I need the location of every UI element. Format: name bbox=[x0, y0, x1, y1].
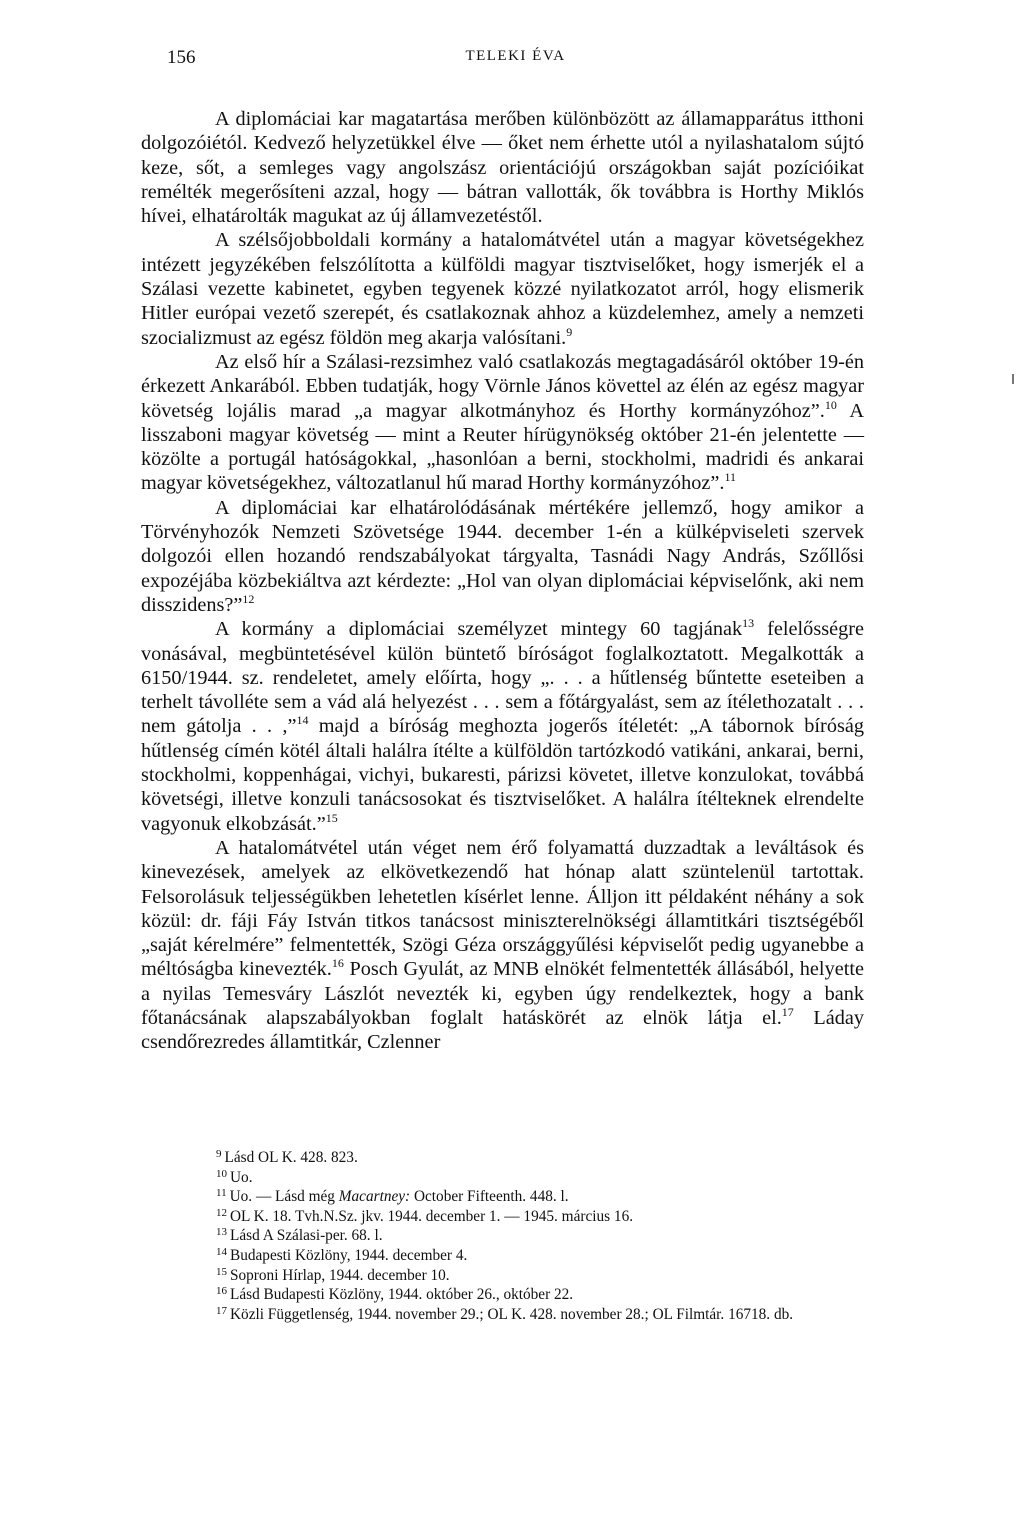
footnote-ref: 16 bbox=[331, 956, 344, 971]
footnote-ref: 14 bbox=[296, 713, 309, 728]
footnote-text: Lásd OL K. 428. 823. bbox=[224, 1149, 358, 1166]
footnote-number: 14 bbox=[216, 1245, 227, 1258]
footnote-text: Közli Függetlenség, 1944. november 29.; OL K. 428. november 28.; OL Filmtár. 16718. db. bbox=[230, 1305, 794, 1323]
footnote-text: Soproni Hírlap, 1944. december 10. bbox=[230, 1266, 450, 1284]
paragraph-text: A lisszaboni magyar követség — mint a Reuter hírügynökség október 21-én jelentette — közölte a portugál hatóságokkal, „hasonlóan a berni, stockholmi, madridi és ankarai magyar követségekhez, változatlanul hű marad Horthy kormányzóhoz”. bbox=[141, 399, 864, 495]
footnote-ref: 11 bbox=[724, 470, 736, 485]
paragraph bbox=[141, 617, 864, 836]
footnote-ref: 17 bbox=[781, 1004, 794, 1019]
footnotes bbox=[159, 1148, 864, 1324]
footnote bbox=[159, 1305, 864, 1325]
paragraph bbox=[141, 350, 864, 496]
paragraph-text: A diplomáciai kar elhatárolódásának mértékére jellemző, hogy amikor a Törvényhozók Nemzeti Szövetsége 1944. december 1-én a külképviseleti szervek dolgozói ellen hozandó rendszabályokat tárgyalta, Tasnádi Nagy András, Szőllősi expozéjába közbekiáltva azt kérdezte: „Hol van olyan diplomáciai képviselőnk, aki nem disszidens?” bbox=[141, 496, 864, 616]
footnote-ref: 9 bbox=[566, 324, 573, 339]
margin-mark bbox=[1012, 374, 1014, 384]
running-head: TELEKI ÉVA bbox=[465, 48, 566, 64]
footnote bbox=[159, 1168, 864, 1188]
paragraph-text: A kormány a diplomáciai személyzet mintegy 60 tagjának bbox=[215, 618, 743, 641]
footnote-text: Uo. bbox=[230, 1168, 253, 1186]
footnote-number: 9 bbox=[216, 1148, 222, 1160]
paragraph-text: A szélsőjobboldali kormány a hatalomátvétel után a magyar követségekhez intézett jegyzékében felszólította a külföldi magyar tisztviselőket, hogy ismerjék el a Szálasi vezette kabinetet, egyben tegyenek közzé nyilatkozatot arról, hogy elismerik Hitler európai vezető szerepét, és csatlakoznak ahhoz a küzdelemhez, amely a nemzeti szocializmust az egész földön meg akarja valósítani. bbox=[141, 229, 864, 349]
body-text bbox=[141, 107, 864, 1055]
footnote-number: 17 bbox=[216, 1304, 227, 1317]
page-header bbox=[167, 47, 864, 71]
footnote-text: Uo. — Lásd még bbox=[229, 1188, 339, 1206]
paragraph-text: majd a bíróság meghozta jogerős ítéletét: „A tábornok bíróság hűtlenség címén kötél általi halálra ítélte a külföldön tartózkodó vatikáni, ankarai, berni, stockholmi, koppenhágai, vichyi, bukaresti, párizsi követet, illetve konzulokat, továbbá követségi, illetve konzuli tanácsosokat és tisztviselőket. A halálra ítélteknek elrendelte vagyonuk elkobzását.” bbox=[141, 715, 864, 835]
footnote-text: Budapesti Közlöny, 1944. december 4. bbox=[230, 1246, 468, 1264]
footnote-text: Lásd A Szálasi-per. 68. l. bbox=[230, 1227, 383, 1245]
footnote-number: 10 bbox=[216, 1167, 227, 1180]
footnote-number: 11 bbox=[216, 1187, 227, 1200]
paragraph-text: Az első hír a Szálasi-rezsimhez való csatlakozás megtagadásáról október 19-én érkezett Ankarából. Ebben tudatják, hogy Vörnle János követtel az élén az egész magyar követség lojális marad „a magyar alkotmányhoz és Horthy kormányzóhoz”. bbox=[141, 350, 864, 422]
footnote-ref: 15 bbox=[325, 810, 338, 825]
footnote-number: 15 bbox=[216, 1265, 227, 1278]
paragraph-text: A diplomáciai kar magatartása merőben különbözött az államapparátus itthoni dolgozóiétól. Kedvező helyzetükkel élve — őket nem érhette utól a nyilashatalom sújtó keze, sőt, a semleges vagy angolszász orientációjú országokban saját pozícióikat remélték megerősíteni azzal, hogy — bátran vallották, ők továbbra is Horthy Miklós hívei, elhatárolták magukat az új államvezetéstől. bbox=[141, 108, 864, 228]
footnote-ref: 10 bbox=[824, 397, 837, 412]
page-number: 156 bbox=[167, 47, 196, 68]
paragraph bbox=[141, 228, 864, 349]
footnote bbox=[159, 1285, 864, 1305]
paragraph bbox=[141, 107, 864, 228]
paragraph-text: felelősségre vonásával, megbüntetésével külön büntető bíróságot foglalkoztatott. Megalkották a 6150/1944. sz. rendeletet, amely előírta, hogy „. . . a hűtlenség bűntette eseteiben a terhelt távolléte sem a vád alá helyezést . . . sem a főtárgyalást, sem az ítélethozatalt . . . nem gátolja . . ,” bbox=[141, 618, 865, 738]
footnote-author: Macartney: bbox=[338, 1188, 411, 1206]
paragraph bbox=[141, 836, 864, 1055]
footnote bbox=[159, 1148, 864, 1168]
footnote-number: 13 bbox=[216, 1226, 227, 1239]
footnote-ref: 12 bbox=[242, 591, 255, 606]
footnote-number: 12 bbox=[216, 1206, 227, 1219]
footnote-number: 16 bbox=[216, 1285, 227, 1298]
paragraph-text: Posch Gyulát, az MNB elnökét felmentették állásából, helyette a nyilas Temesváry Lászlót nevezték ki, egyben úgy rendelkeztek, hogy a bank főtanácsának alapszabályokban foglalt hatáskörét az elnök látja el. bbox=[141, 958, 864, 1029]
footnote-text: October Fifteenth. 448. l. bbox=[410, 1188, 569, 1206]
paragraph-text: Láday csendőrezredes államtitkár, Czlenner bbox=[141, 1006, 864, 1054]
footnote-text: OL K. 18. Tvh.N.Sz. jkv. 1944. december 1. — 1945. március 16. bbox=[230, 1207, 634, 1225]
footnote bbox=[159, 1226, 864, 1246]
footnote bbox=[159, 1266, 864, 1286]
footnote bbox=[159, 1246, 864, 1266]
footnote-ref: 13 bbox=[742, 616, 755, 631]
paragraph bbox=[141, 496, 864, 617]
footnote bbox=[159, 1207, 864, 1227]
footnote-text: Lásd Budapesti Közlöny, 1944. október 26., október 22. bbox=[230, 1286, 574, 1304]
footnote bbox=[159, 1187, 864, 1207]
paragraph-text: A hatalomátvétel után véget nem érő folyamattá duzzadtak a leváltások és kinevezések, amelyek az elkövetkezendő hat hónap alatt szüntelenül tartottak. Felsorolásuk teljességükben lehetetlen kísérlet lenne. Álljon itt példaként néhány a sok közül: dr. fáji Fáy István titkos tanácsost miniszterelnökségi államtitkári tisztségéből „saját kérelmére” felmentették, Szögi Géza országgyűlési képviselőt pedig ugyanebbe a méltóságba kinevezték. bbox=[141, 836, 864, 981]
